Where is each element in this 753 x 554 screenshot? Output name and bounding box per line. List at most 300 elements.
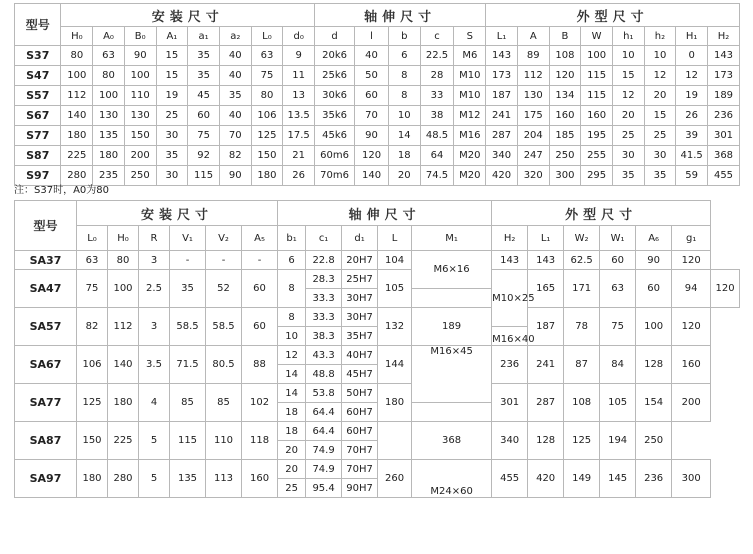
table-cell: 30k6 <box>315 86 355 106</box>
table-cell: 94 <box>672 270 711 308</box>
table-cell: 241 <box>486 106 518 126</box>
table-cell: 18 <box>278 422 306 441</box>
table-cell: M24×60 <box>412 460 492 498</box>
table-cell: 35 <box>219 86 251 106</box>
table-cell: 52 <box>206 270 242 308</box>
table-cell: 165 <box>528 270 564 308</box>
column-header: W₁ <box>600 226 636 251</box>
table-cell: 115 <box>188 166 220 186</box>
table-cell: 120 <box>672 251 711 270</box>
column-header: L₁ <box>486 27 518 46</box>
table-cell: 8 <box>278 308 306 327</box>
column-header: H₂ <box>708 27 740 46</box>
table-cell: 130 <box>517 86 549 106</box>
table-cell: 25H7 <box>342 270 378 289</box>
table-cell: 320 <box>517 166 549 186</box>
table-cell: 8 <box>388 86 420 106</box>
table-cell: 455 <box>492 460 528 498</box>
table-cell: 10 <box>278 327 306 346</box>
table-cell: 18 <box>388 146 420 166</box>
column-header: d₁ <box>342 226 378 251</box>
table-cell: 280 <box>61 166 93 186</box>
table-cell: 247 <box>517 146 549 166</box>
table-cell: 455 <box>708 166 740 186</box>
table-cell: 35H7 <box>342 327 378 346</box>
table-cell: 43.3 <box>306 346 342 365</box>
column-header: L <box>378 226 412 251</box>
table-row <box>15 346 740 365</box>
table-row <box>15 422 740 441</box>
table-cell: 35 <box>612 166 644 186</box>
table-cell: 180 <box>378 384 412 422</box>
table-cell: 200 <box>124 146 156 166</box>
group-header-mounting: 安装尺寸 <box>77 201 278 226</box>
model-header: 型号 <box>15 201 77 251</box>
table-cell: 287 <box>528 384 564 422</box>
column-header: A₅ <box>242 226 278 251</box>
model-cell: SA47 <box>15 270 77 308</box>
table-cell: 14 <box>278 384 306 403</box>
table-cell: 115 <box>170 422 206 460</box>
model-cell: SA67 <box>15 346 77 384</box>
table-cell: 60 <box>188 106 220 126</box>
table-cell: 106 <box>251 106 283 126</box>
table-cell: 50H7 <box>342 384 378 403</box>
column-header: M₁ <box>412 226 492 251</box>
table-row <box>15 384 740 403</box>
table-cell: 105 <box>378 270 412 308</box>
table-cell: 30 <box>644 146 676 166</box>
model-cell: S87 <box>15 146 61 166</box>
table-cell: 255 <box>581 146 613 166</box>
table-cell: 17.5 <box>283 126 315 146</box>
table-cell: 30 <box>156 126 188 146</box>
column-header: c <box>420 27 454 46</box>
table-cell: 70H7 <box>342 460 378 479</box>
table-cell: 90H7 <box>342 479 378 498</box>
table-cell: 100 <box>93 86 125 106</box>
table-cell: 80.5 <box>206 346 242 384</box>
table-cell: 21 <box>283 146 315 166</box>
table-cell: 35 <box>644 166 676 186</box>
table-cell: - <box>242 251 278 270</box>
table-cell: 280 <box>108 460 139 498</box>
table-cell: 20 <box>278 460 306 479</box>
table-cell: 48.5 <box>420 126 454 146</box>
model-cell: S97 <box>15 166 61 186</box>
table-cell: 80 <box>251 86 283 106</box>
model-cell: SA97 <box>15 460 77 498</box>
table-cell: 120 <box>549 66 581 86</box>
table-cell: 125 <box>77 384 108 422</box>
table-cell: 106 <box>77 346 108 384</box>
table-cell: 74.9 <box>306 460 342 479</box>
table-cell: 140 <box>61 106 93 126</box>
table-cell: 35 <box>188 46 220 66</box>
column-header: H₂ <box>492 226 528 251</box>
column-header: g₁ <box>672 226 711 251</box>
table-cell: 108 <box>564 384 600 422</box>
column-header: L₀ <box>77 226 108 251</box>
table-cell: 30 <box>612 146 644 166</box>
table-cell: 78 <box>564 308 600 346</box>
column-header: a₂ <box>219 27 251 46</box>
table-cell: 6 <box>278 251 306 270</box>
table-cell: 64.4 <box>306 403 342 422</box>
table-cell: 301 <box>492 384 528 422</box>
table-cell: 60H7 <box>342 403 378 422</box>
table-cell: 100 <box>124 66 156 86</box>
table-cell: 130 <box>124 106 156 126</box>
table-cell: 30H7 <box>342 308 378 327</box>
table-cell: 12 <box>644 66 676 86</box>
table-cell: 100 <box>61 66 93 86</box>
table-cell: M16 <box>454 126 486 146</box>
table-cell: M20 <box>454 166 486 186</box>
table-cell: 35 <box>188 66 220 86</box>
table-cell: 80 <box>93 66 125 86</box>
table-cell: 48.8 <box>306 365 342 384</box>
table-cell: M6 <box>454 46 486 66</box>
table-cell: 132 <box>378 308 412 346</box>
table-cell: 15 <box>156 46 188 66</box>
model-cell: S67 <box>15 106 61 126</box>
table-cell: 130 <box>93 106 125 126</box>
table-cell: 12 <box>612 86 644 106</box>
table-cell: 60 <box>355 86 389 106</box>
table-cell: 300 <box>549 166 581 186</box>
table-cell: 58.5 <box>170 308 206 346</box>
group-header-shaft: 轴伸尺寸 <box>315 4 486 27</box>
table-cell: 200 <box>672 384 711 422</box>
table-cell: M10×25 <box>492 270 528 327</box>
table-cell: 143 <box>708 46 740 66</box>
table-cell: 115 <box>581 66 613 86</box>
s-series-dimension-table <box>14 3 740 186</box>
column-header: A₀ <box>93 27 125 46</box>
table-cell: 180 <box>61 126 93 146</box>
table-cell: 20 <box>612 106 644 126</box>
table-cell: 89 <box>517 46 549 66</box>
table-cell: 45 <box>188 86 220 106</box>
table-row <box>15 106 740 126</box>
table-cell: 144 <box>378 346 412 384</box>
table-cell: 128 <box>636 346 672 384</box>
table-cell: 5 <box>139 422 170 460</box>
column-header: a₁ <box>188 27 220 46</box>
table-cell: 235 <box>93 166 125 186</box>
table-cell: 25 <box>644 126 676 146</box>
table-cell: 189 <box>412 308 492 346</box>
table-cell: 25 <box>278 479 306 498</box>
table-cell: 64.4 <box>306 422 342 441</box>
table-cell: 225 <box>61 146 93 166</box>
table-row <box>15 251 740 270</box>
column-header: c₁ <box>306 226 342 251</box>
model-cell: S47 <box>15 66 61 86</box>
table-cell: 12 <box>278 346 306 365</box>
table-cell: 143 <box>492 251 528 270</box>
table-cell: 3 <box>139 308 170 346</box>
group-header-outline: 外型尺寸 <box>486 4 740 27</box>
column-header: B₀ <box>124 27 156 46</box>
column-header: b₁ <box>278 226 306 251</box>
table-cell: 102 <box>242 384 278 422</box>
table-cell: 90 <box>219 166 251 186</box>
table-cell: 60H7 <box>342 422 378 441</box>
table-cell: 45H7 <box>342 365 378 384</box>
table-cell: 108 <box>549 46 581 66</box>
table-cell: 19 <box>156 86 188 106</box>
column-header: R <box>139 226 170 251</box>
table-cell: 20 <box>388 166 420 186</box>
table-cell: 60 <box>636 270 672 308</box>
table-cell: 33.3 <box>306 308 342 327</box>
table-cell: 35k6 <box>315 106 355 126</box>
column-header: d <box>315 27 355 46</box>
table-cell: 135 <box>93 126 125 146</box>
table-cell: 75 <box>188 126 220 146</box>
table-cell: 160 <box>549 106 581 126</box>
table-cell: 88 <box>242 346 278 384</box>
table-cell: 110 <box>124 86 156 106</box>
model-cell: SA37 <box>15 251 77 270</box>
table-cell: 11 <box>283 66 315 86</box>
table-cell: 14 <box>388 126 420 146</box>
model-cell: S37 <box>15 46 61 66</box>
table-cell: 420 <box>486 166 518 186</box>
table-cell: 10 <box>644 46 676 66</box>
table-cell: 30 <box>156 166 188 186</box>
table-cell: 80 <box>61 46 93 66</box>
table-cell: 63 <box>93 46 125 66</box>
column-header: W <box>581 27 613 46</box>
footnote: 注：S37时，A0为80 <box>14 185 109 196</box>
table-row <box>15 460 740 479</box>
table-cell: 25 <box>612 126 644 146</box>
table-cell: 75 <box>77 270 108 308</box>
table-row <box>15 126 740 146</box>
table-cell: 140 <box>108 346 139 384</box>
table-cell: 92 <box>188 146 220 166</box>
table-cell: 40 <box>219 106 251 126</box>
table-row <box>15 308 740 327</box>
table-cell: 45k6 <box>315 126 355 146</box>
table-cell: 187 <box>528 308 564 346</box>
table-cell: 128 <box>528 422 564 460</box>
table-cell: 100 <box>636 308 672 346</box>
table-cell: 118 <box>242 422 278 460</box>
table-cell: 204 <box>517 126 549 146</box>
table-cell: 100 <box>581 46 613 66</box>
table-cell: 25k6 <box>315 66 355 86</box>
table-cell: - <box>170 251 206 270</box>
table-cell: 20k6 <box>315 46 355 66</box>
table-cell: 112 <box>517 66 549 86</box>
table-cell: 180 <box>77 460 108 498</box>
table-cell: 125 <box>564 422 600 460</box>
table-cell: - <box>206 251 242 270</box>
table-cell: 173 <box>708 66 740 86</box>
table-cell: 104 <box>378 251 412 270</box>
table-row <box>15 270 740 289</box>
column-header: L₁ <box>528 226 564 251</box>
table-cell: 120 <box>711 270 740 308</box>
table-cell: 38.3 <box>306 327 342 346</box>
column-header: V₂ <box>206 226 242 251</box>
table-cell: 160 <box>672 346 711 384</box>
table-row <box>15 166 740 186</box>
table-cell: 59 <box>676 166 708 186</box>
column-header: H₁ <box>676 27 708 46</box>
table-cell: M6×16 <box>412 251 492 289</box>
table-cell: 63 <box>251 46 283 66</box>
table-cell: 189 <box>708 86 740 106</box>
table-cell: 15 <box>644 106 676 126</box>
table-cell: 25 <box>156 106 188 126</box>
table-cell: M16×45 <box>412 346 492 403</box>
table-row <box>15 66 740 86</box>
table-cell: 340 <box>486 146 518 166</box>
table-cell: 250 <box>549 146 581 166</box>
table-cell: 143 <box>486 46 518 66</box>
column-header: L₀ <box>251 27 283 46</box>
table-cell: 125 <box>251 126 283 146</box>
table-cell: 82 <box>219 146 251 166</box>
table-cell: 95.4 <box>306 479 342 498</box>
column-header: V₁ <box>170 226 206 251</box>
model-cell: SA87 <box>15 422 77 460</box>
column-header: H₀ <box>108 226 139 251</box>
table-cell: 50 <box>355 66 389 86</box>
table-cell: 26 <box>283 166 315 186</box>
table-cell: 63 <box>77 251 108 270</box>
table-cell: 241 <box>528 346 564 384</box>
table-cell <box>378 422 412 460</box>
table-cell: 110 <box>206 422 242 460</box>
sa-series-dimension-table <box>14 200 740 498</box>
table-cell: 90 <box>355 126 389 146</box>
table-cell: 70H7 <box>342 441 378 460</box>
column-header: h₁ <box>612 27 644 46</box>
table-cell: 175 <box>517 106 549 126</box>
table-cell: 28.3 <box>306 270 342 289</box>
column-header: d₀ <box>283 27 315 46</box>
table-cell: 105 <box>600 384 636 422</box>
table-cell: 2.5 <box>139 270 170 308</box>
table-cell: 35 <box>170 270 206 308</box>
table-cell: 40H7 <box>342 346 378 365</box>
table-cell: 85 <box>170 384 206 422</box>
table-cell: 340 <box>492 422 528 460</box>
table-cell: 33 <box>420 86 454 106</box>
table-cell: 6 <box>388 46 420 66</box>
table-row <box>15 46 740 66</box>
table-cell: 236 <box>708 106 740 126</box>
table-cell: 40 <box>219 66 251 86</box>
table-cell: 250 <box>636 422 672 460</box>
table-cell: 20 <box>278 441 306 460</box>
table-cell: 12 <box>676 66 708 86</box>
table-row <box>15 146 740 166</box>
table-cell: 180 <box>108 384 139 422</box>
table-cell: 60m6 <box>315 146 355 166</box>
table-cell: 150 <box>251 146 283 166</box>
table-cell: 180 <box>93 146 125 166</box>
table-cell: 40 <box>355 46 389 66</box>
column-header: A₆ <box>636 226 672 251</box>
table-cell: 250 <box>124 166 156 186</box>
table-cell: M16×40 <box>492 327 528 346</box>
table-cell: 20H7 <box>342 251 378 270</box>
column-header: A₁ <box>156 27 188 46</box>
table-cell: 20 <box>644 86 676 106</box>
table-cell: 187 <box>486 86 518 106</box>
table-cell: 225 <box>108 422 139 460</box>
table-cell: 41.5 <box>676 146 708 166</box>
table-cell: 13.5 <box>283 106 315 126</box>
table-cell: 70 <box>219 126 251 146</box>
table-cell: 150 <box>124 126 156 146</box>
table-cell: 140 <box>355 166 389 186</box>
table-cell: 28 <box>420 66 454 86</box>
table-cell: 160 <box>581 106 613 126</box>
table-cell: 60 <box>242 308 278 346</box>
table-cell: 115 <box>581 86 613 106</box>
table-cell: 236 <box>492 346 528 384</box>
table-cell: 295 <box>581 166 613 186</box>
group-header-mounting: 安装尺寸 <box>61 4 315 27</box>
column-header: h₂ <box>644 27 676 46</box>
table-cell: 22.8 <box>306 251 342 270</box>
table-cell: 8 <box>388 66 420 86</box>
table-cell: 30H7 <box>342 289 378 308</box>
table-cell: 60 <box>600 251 636 270</box>
table-cell: 143 <box>528 251 564 270</box>
column-header: B <box>549 27 581 46</box>
table-cell: 301 <box>708 126 740 146</box>
table-cell: 26 <box>676 106 708 126</box>
table-cell: 173 <box>486 66 518 86</box>
model-cell: S77 <box>15 126 61 146</box>
table-cell: 300 <box>672 460 711 498</box>
table-cell: 112 <box>61 86 93 106</box>
table-cell: 14 <box>278 365 306 384</box>
table-cell: 82 <box>77 308 108 346</box>
table-cell: 260 <box>378 460 412 498</box>
group-header-shaft: 轴伸尺寸 <box>278 201 492 226</box>
table-cell: 149 <box>564 460 600 498</box>
table-cell: 74.9 <box>306 441 342 460</box>
table-cell: 62.5 <box>564 251 600 270</box>
table-cell: 120 <box>355 146 389 166</box>
table-cell: 420 <box>528 460 564 498</box>
table-cell: 53.8 <box>306 384 342 403</box>
table-cell: 87 <box>564 346 600 384</box>
table-cell: 63 <box>600 270 636 308</box>
table-cell: 85 <box>206 384 242 422</box>
column-header: S <box>454 27 486 46</box>
table-cell: 74.5 <box>420 166 454 186</box>
table-cell: 195 <box>581 126 613 146</box>
table-cell: M12 <box>454 106 486 126</box>
column-header: b <box>388 27 420 46</box>
table-cell: 160 <box>242 460 278 498</box>
table-cell: 120 <box>672 308 711 346</box>
column-header: l <box>355 27 389 46</box>
group-header-outline: 外型尺寸 <box>492 201 711 226</box>
table-cell: 33.3 <box>306 289 342 308</box>
